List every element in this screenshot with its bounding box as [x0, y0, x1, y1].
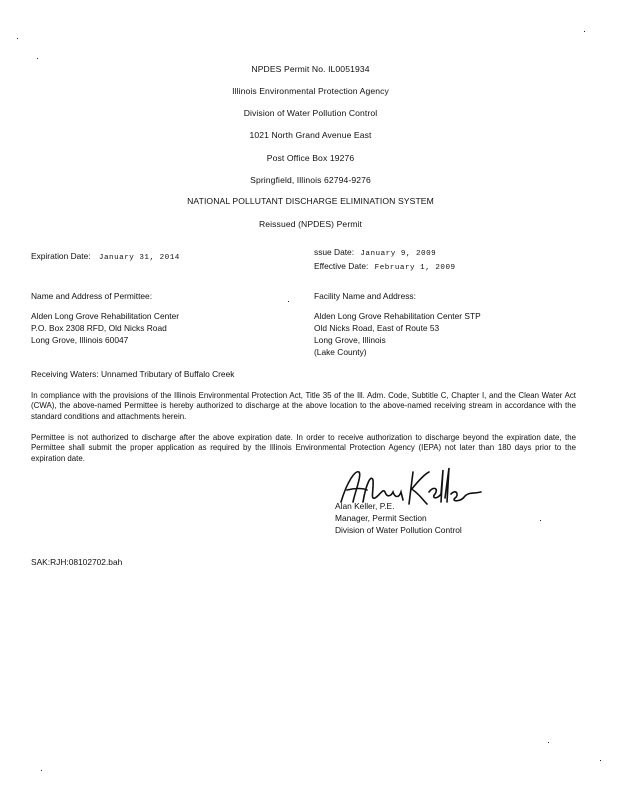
signatory-name: Alan Keller, P.E. [335, 501, 395, 511]
signatory-division: Division of Water Pollution Control [335, 525, 462, 535]
scan-speck [600, 760, 601, 761]
effective-label: Effective Date: [314, 261, 369, 271]
facility-line-4: (Lake County) [314, 347, 367, 357]
issue-value: January 9, 2009 [360, 250, 437, 258]
po-box: Post Office Box 19276 [266, 153, 355, 163]
effective-date [314, 261, 456, 272]
scan-speck [540, 520, 541, 521]
compliance-paragraph: In compliance with the provisions of the Illinois Environmental Protection Act, Title 35 of the Ill. Adm. Code, Subtitle C, Chapter I, and the Clean Water Act (CWA), the above-named Permittee is hereby authorized to discharge at the above location to the above-named receiving stream in accordance with the standard conditions and attachments herein. [31, 391, 576, 421]
division-name: Division of Water Pollution Control [243, 108, 378, 118]
scan-speck [584, 31, 585, 32]
permittee-line-3: Long Grove, Illinois 60047 [31, 335, 129, 345]
expiration-label: Expiration Date: [31, 251, 91, 261]
scan-speck [548, 742, 549, 743]
street-address: 1021 North Grand Avenue East [249, 130, 372, 140]
effective-value: February 1, 2009 [374, 264, 456, 272]
scan-speck [288, 301, 289, 302]
permittee-line-2: P.O. Box 2308 RFD, Old Nicks Road [31, 323, 167, 333]
facility-line-2: Old Nicks Road, East of Route 53 [314, 323, 440, 333]
system-title: NATIONAL POLLUTANT DISCHARGE ELIMINATION SYSTEM [187, 196, 434, 206]
expiration-paragraph: Permittee is not authorized to discharge after the above expiration date. In order to receive authorization to discharge beyond the expiration date, the Permittee shall submit the proper application as required by the Illinois Environmental Protection Agency (IEPA) not later than 180 days prior to the expiration date. [31, 433, 576, 463]
agency-name: Illinois Environmental Protection Agency [232, 86, 389, 96]
reference-code: SAK:RJH:08102702.bah [31, 557, 123, 567]
facility-line-3: Long Grove, Illinois [314, 335, 386, 345]
expiration-value: January 31, 2014 [98, 254, 180, 262]
receiving-waters: Receiving Waters: Unnamed Tributary of Buffalo Creek [31, 369, 235, 379]
issue-date [314, 247, 436, 258]
scan-speck [17, 38, 18, 39]
signatory-title: Manager, Permit Section [335, 513, 427, 523]
permittee-line-1: Alden Long Grove Rehabilitation Center [31, 311, 180, 321]
scan-speck [37, 58, 38, 59]
permit-number: NPDES Permit No. IL0051934 [251, 64, 370, 74]
facility-heading: Facility Name and Address: [314, 291, 416, 301]
expiration-date [31, 251, 180, 262]
permit-type: Reissued (NPDES) Permit [258, 219, 363, 229]
facility-line-1: Alden Long Grove Rehabilitation Center STP [314, 311, 481, 321]
city-zip: Springfield, Illinois 62794-9276 [250, 175, 371, 185]
issue-label: ssue Date: [314, 247, 355, 257]
permittee-heading: Name and Address of Permittee: [31, 291, 153, 301]
scan-speck [41, 770, 42, 771]
